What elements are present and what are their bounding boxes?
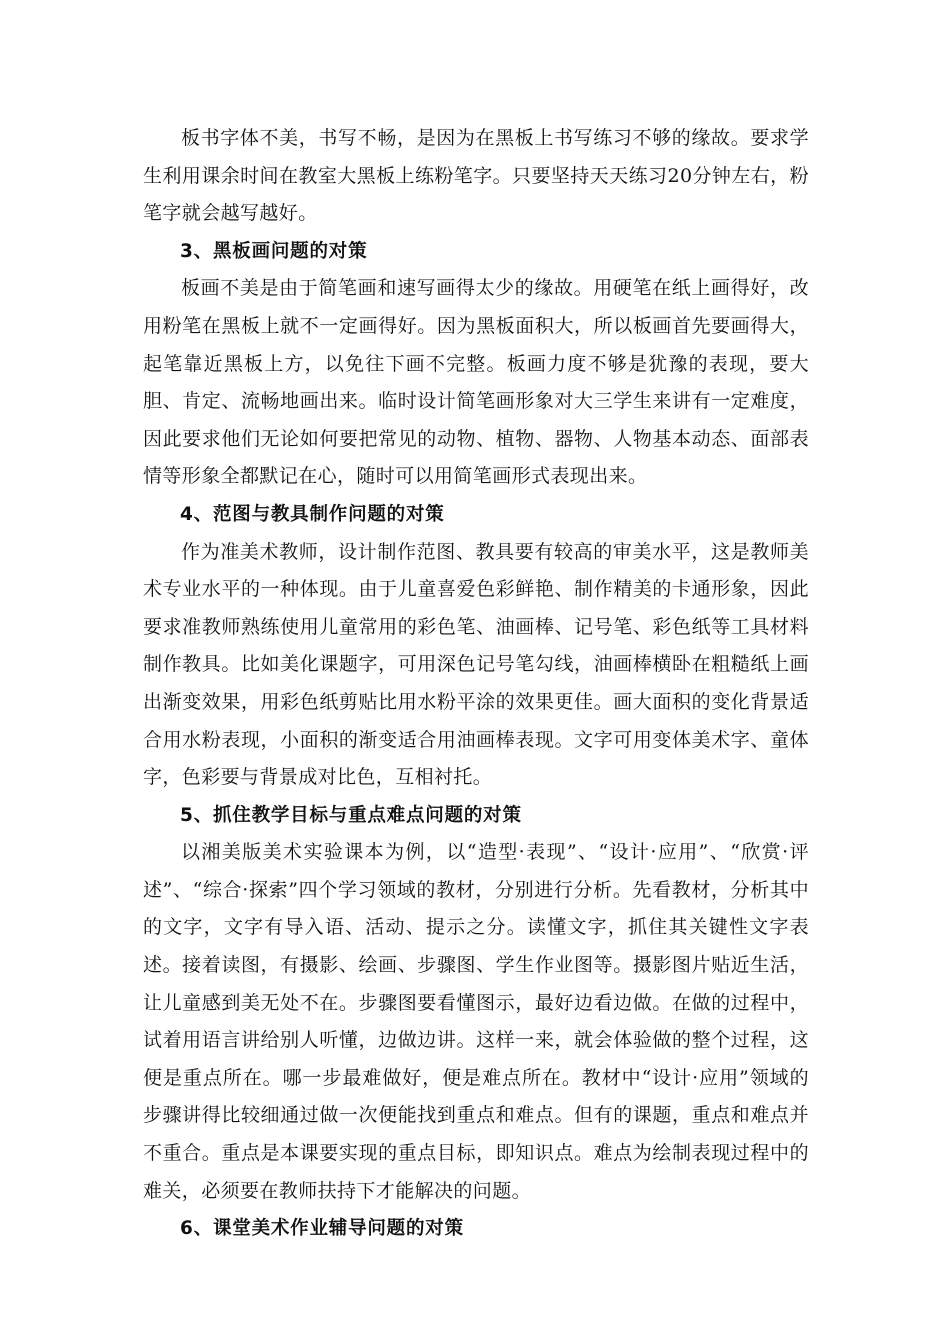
- heading-teaching-aids: 4、范图与教具制作问题的对策: [180, 503, 445, 525]
- document-body: [143, 120, 809, 1248]
- paragraph-teaching-aids: 作为准美术教师，设计制作范图、教具要有较高的审美水平，这是教师美术专业水平的一种体现。由于儿童喜爱色彩鲜艳、制作精美的卡通形象，因此要求准教师熟练使用儿童常用的彩色笔、油画棒、记号笔、彩色纸等工具材料制作教具。比如美化课题字，可用深色记号笔勾线，油画棒横卧在粗糙纸上画出渐变效果，用彩色纸剪贴比用水粉平涂的效果更佳。画大面积的变化背景适合用水粉表现，小面积的渐变适合用油画棒表现。文字可用变体美术字、童体字，色彩要与背景成对比色，互相衬托。: [143, 540, 809, 789]
- heading-teaching-goals: 5、抓住教学目标与重点难点问题的对策: [180, 804, 522, 826]
- heading-blackboard-drawing: 3、黑板画问题的对策: [180, 240, 368, 262]
- paragraph-teaching-goals: 以湘美版美术实验课本为例，以“造型·表现”、“设计·应用”、“欣赏·评述”、“综合·探索”四个学习领域的教材，分别进行分析。先看教材，分析其中的文字，文字有导入语、活动、提示之分。读懂文字，抓住其关键性文字表述。接着读图，有摄影、绘画、步骤图、学生作业图等。摄影图片贴近生活，让儿童感到美无处不在。步骤图要看懂图示，最好边看边做。在做的过程中，试着用语言讲给别人听懂，边做边讲。这样一来，就会体验做的整个过程，这便是重点所在。哪一步最难做好，便是难点所在。教材中“设计·应用”领域的步骤讲得比较细通过做一次便能找到重点和难点。但有的课题，重点和难点并不重合。重点是本课要实现的重点目标，即知识点。难点为绘制表现过程中的难关，必须要在教师扶持下才能解决的问题。: [143, 841, 809, 1202]
- paragraph-blackboard-writing: 板书字体不美，书写不畅，是因为在黑板上书写练习不够的缘故。要求学生利用课余时间在教室大黑板上练粉笔字。只要坚持天天练习20分钟左右，粉笔字就会越写越好。: [143, 127, 809, 225]
- paragraph-blackboard-drawing: 板画不美是由于简笔画和速写画得太少的缘故。用硬笔在纸上画得好，改用粉笔在黑板上就不一定画得好。因为黑板面积大，所以板画首先要画得大，起笔靠近黑板上方，以免往下画不完整。板画力度不够是犹豫的表现，要大胆、肯定、流畅地画出来。临时设计简笔画形象对大三学生来讲有一定难度，因此要求他们无论如何要把常见的动物、植物、器物、人物基本动态、面部表情等形象全都默记在心，随时可以用简笔画形式表现出来。: [143, 277, 809, 488]
- heading-homework-guidance: 6、课堂美术作业辅导问题的对策: [180, 1218, 464, 1240]
